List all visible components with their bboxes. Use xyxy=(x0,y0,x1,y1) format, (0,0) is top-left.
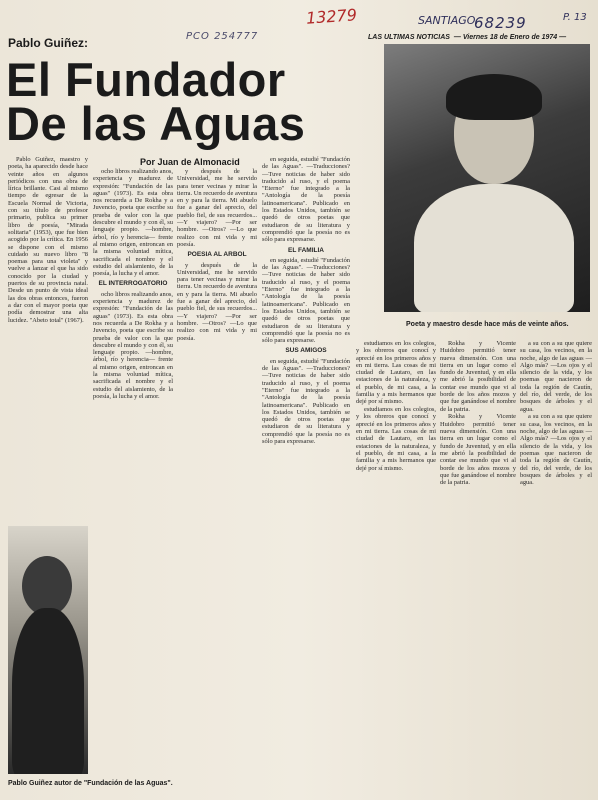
newspaper-masthead xyxy=(368,34,566,41)
photo-body-shape xyxy=(12,608,84,774)
portrait-hair-shape xyxy=(446,74,542,120)
portrait-shirt-shape xyxy=(414,184,574,312)
portrait-caption: Poeta y maestro desde hace más de veinte años. xyxy=(406,321,569,328)
article-column-4 xyxy=(262,156,350,778)
headline-line-1: El Fundador xyxy=(6,53,286,106)
archive-code-annotation: PCO 254777 xyxy=(186,31,259,42)
column-5-text: estudiamos en los colegios, y los obreros que conocí y aprecié en los primeros años y en mi tierra. Las cosas de mi ciudad de Lautaro, en las estaciones de la naturaleza, y el pueblo, de mi casa, a la familia y a mis hermanos que dejé por sí mismo. xyxy=(356,340,436,406)
photo-head-shape xyxy=(22,556,72,616)
article-column-6 xyxy=(440,340,516,778)
column-2-text: ocho libros realizando anos, experiencia y madurez de expresión: "Fundación de las aguas" (1973). Es esta obra nos recuerda a De Rokha y a Juvencio, poeta que escribe su prueba de valor con la que descubre el mundo y con él, su lenguaje propio. —hombre, árbol, río y herencia— frente al mismo origen, entroncan en la misma voluntad mítica, sacrificada el nombre y el estudio del aislamiento, de la poesía, la lucha y el amor. xyxy=(93,168,173,278)
top-byline: Pablo Guiñez: xyxy=(8,36,89,50)
column-7-text: a su con a su que quiere su casa, los vecinos, en la noche, algo de las aguas —Algo más? —Los ojos y el silencio de la vida, y los poemas que nacieron de toda la región de Cautín, del río, del verde, de los bosques de árboles y el agua. xyxy=(520,340,592,413)
column-4-text-continued: en seguida, estudié "Fundación de las Aguas". —Traducciones? —Tuve noticias de haber sido traducido al ruso, y el poema "Eterno" fue integrado a la "Antología de la poesía latinoamericana". Publicado en los Estados Unidos, también se quedó de otros poetas que estudiaron de su literatura y comprendió que la poesía no es sólo para expresarse. xyxy=(262,256,350,345)
article-headline xyxy=(6,53,306,150)
column-6-text: Rokha y Vicente Huidobro permitió tener nueva dimensión. Con una tierra en un lugar como el fundo de Juventud, y en ella me abrió la posibilidad de contar ese mundo que vi al borde de los años mozos y que fue ganándose el nombre de la patria. xyxy=(440,340,516,413)
page-annotation: P. 13 xyxy=(563,12,587,23)
masthead-date: — Viernes 18 de Enero de 1974 — xyxy=(453,34,567,41)
article-column-2 xyxy=(93,168,173,778)
column-3-text-continued: y después de la Universidad, me he servido para tener vecinas y mirar la tierra. Un recuerdo de aventura en y para la tierra. Mi abuelo fue a ganar del aprecio, del pueblo fiel, de sus recuerdos... —Y viajero? —Por ser hombre. —Otros? —Lo que realizo con mi vida y mi poesía. xyxy=(177,261,257,342)
column-4-text-final: en seguida, estudié "Fundación de las Aguas". —Traducciones? —Tuve noticias de haber sido traducido al ruso, y el poema "Eterno" fue integrado a la "Antología de la poesía latinoamericana". Publicado en los Estados Unidos, también se quedó de otros poetas que estudiaron de su literatura y comprendió que la poesía no es sólo para expresarse. xyxy=(262,357,350,445)
author-photo xyxy=(8,526,88,774)
column-3-text: y después de la Universidad, me he servido para tener vecinas y mirar la tierra. Un recuerdo de aventura en y para la tierra. Mi abuelo fue a ganar del aprecio, del pueblo fiel, de sus recuerdos... —Y viajero? —Por ser hombre. —Otros? —Lo que realizo con mi vida y mi poesía. xyxy=(177,168,257,248)
poet-portrait-photo xyxy=(384,44,590,312)
article-author: Por Juan de Almonacid xyxy=(140,157,240,167)
column-2-text-continued: ocho libros realizando anos, experiencia y madurez de expresión: "Fundación de las aguas" (1973). Es esta obra nos recuerda a De Rokha y a Juvencio, poeta que escribe su prueba de valor con la que descubre el mundo y con él, su lenguaje propio. —hombre, árbol, río y herencia— frente al mismo origen, entroncan en la misma voluntad mítica, sacrificada el nombre y el estudio del aislamiento, de la poesía, la lucha y el amor. xyxy=(93,290,173,400)
column-5-text-continued: estudiamos en los colegios, y los obreros que conocí y aprecié en los primeros años y en mi tierra. Las cosas de mi ciudad de Lautaro, en las estaciones de la naturaleza, y el pueblo, de mi casa, a la familia y a mis hermanos que dejé por sí mismo. xyxy=(356,406,436,472)
article-column-1 xyxy=(8,156,88,518)
section-heading-interrogatorio: EL INTERROGATORIO xyxy=(98,280,168,288)
article-column-5 xyxy=(356,340,436,778)
section-heading-amigos: SUS AMIGOS xyxy=(285,347,327,355)
section-heading-poesia: POESIA AL ARBOL xyxy=(187,251,247,259)
column-6-text-continued: Rokha y Vicente Huidobro permitió tener nueva dimensión. Con una tierra en un lugar como el fundo de Juventud, y en ella me abrió la posibilidad de contar ese mundo que vi al borde de los años mozos y que fue ganándose el nombre de la patria. xyxy=(440,413,516,487)
article-column-7 xyxy=(520,340,592,778)
author-photo-caption: Pablo Guiñez autor de "Fundación de las Aguas". xyxy=(8,780,173,787)
column-7-text-continued: a su con a su que quiere su casa, los vecinos, en la noche, algo de las aguas —Algo más? —Los ojos y el silencio de la vida, y los poemas que nacieron de toda la región de Cautín, del río, del verde, de los bosques de árboles y el agua. xyxy=(520,413,592,487)
masthead-name: LAS ULTIMAS NOTICIAS xyxy=(368,34,450,41)
article-column-3 xyxy=(177,168,257,778)
section-heading-familia: EL FAMILIA xyxy=(288,246,324,254)
location-annotation: SANTIAGO. xyxy=(418,14,479,27)
headline-line-2: De las Aguas xyxy=(6,97,306,150)
column-4-text: en seguida, estudié "Fundación de las Aguas". —Traducciones? —Tuve noticias de haber sido traducido al ruso, y el poema "Eterno" fue integrado a la "Antología de la poesía latinoamericana". Publicado en los Estados Unidos, también se quedó de otros poetas que estudiaron de su literatura y comprendió que la poesía no es sólo para expresarse. xyxy=(262,156,350,244)
archive-number-annotation: 13279 xyxy=(305,5,358,28)
reference-annotation: 68239 xyxy=(474,14,527,32)
column-1-text: Pablo Guiñez, maestro y poeta, ha aparecido desde hace veinte años en algunos periódicos con una obra de lírica brillante. Casi al mismo tiempo de egresar de la Escuela Normal de Victoria, con su título de profesor primario, publica su primer libro de poesía, "Mirada solitaria" (1953), que fue bien acogido por la crítica. En 1956 se dispone con el mismo cuidado su nuevo libro "8 poemas para una violeta" y vuelve a lanzar el que ha sido conocido por la ciudad y puertos de su provincia natal. Desde un punto de vista ideal las dos obras entonces, fueron a dar con el mayor poeta que podía demostrar una alta lucidez. "Abeto total" (1967). xyxy=(8,156,88,324)
